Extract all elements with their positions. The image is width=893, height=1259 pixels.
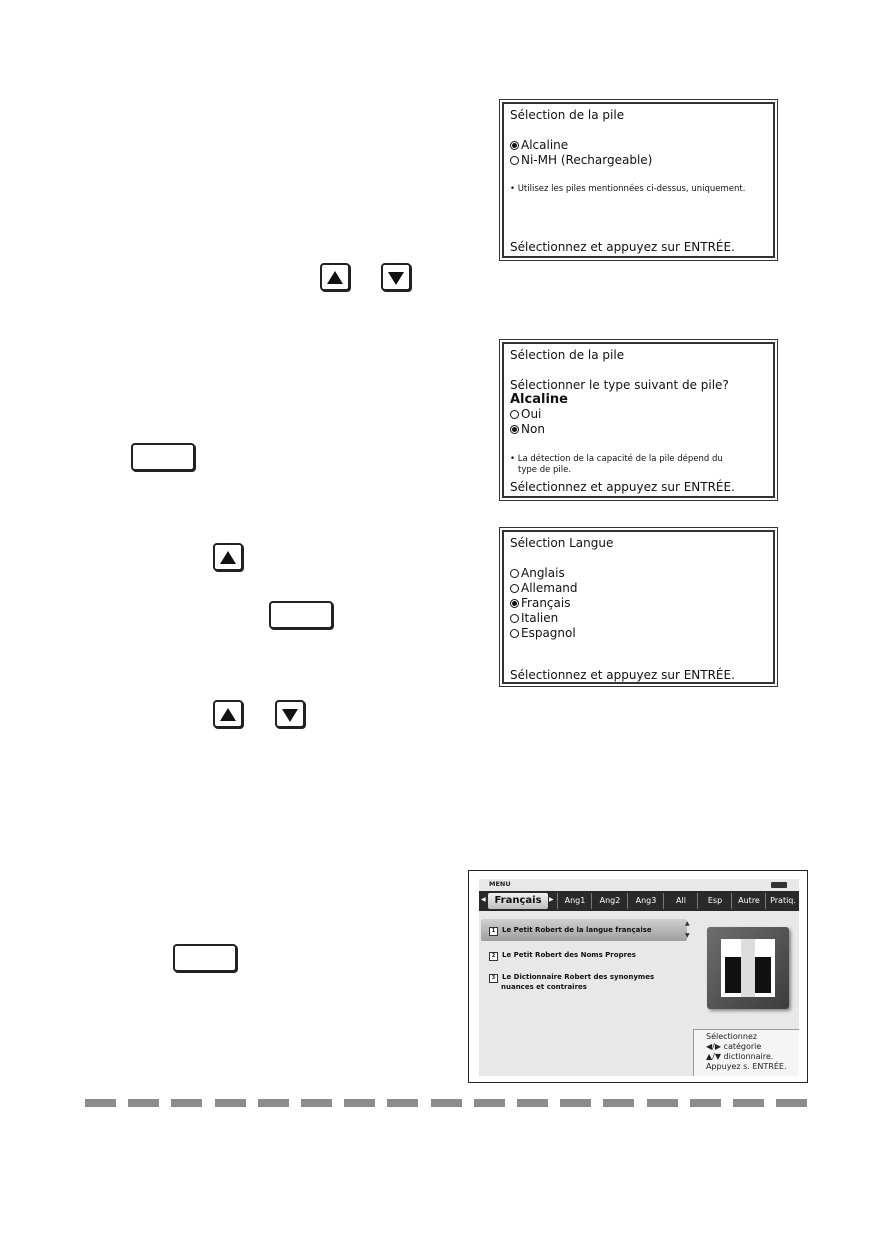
help-line: ▲/▼ dictionnaire.	[706, 1052, 774, 1061]
tab-ang2[interactable]: Ang2	[591, 893, 628, 909]
screen-title: Sélection Langue	[510, 536, 614, 550]
help-box	[693, 1029, 799, 1076]
dash-segment	[171, 1099, 202, 1107]
tab-pratiq[interactable]: Pratiq.	[765, 893, 799, 909]
dictionary-item-3[interactable]: 3 Le Dictionnaire Robert des synonymes	[489, 973, 654, 983]
dictionary-item-3-line2: nuances et contraires	[501, 983, 587, 991]
enter-key-icon	[173, 944, 237, 972]
screen-title: Sélection de la pile	[510, 108, 625, 122]
screen-note: • Utilisez les piles mentionnées ci-dessus, uniquement.	[510, 184, 746, 194]
help-line: Appuyez s. ENTRÉE.	[706, 1062, 787, 1071]
dash-segment	[647, 1099, 678, 1107]
option-francais[interactable]: Français	[510, 596, 570, 610]
tab-autre[interactable]: Autre	[731, 893, 766, 909]
up-arrow-key-icon	[213, 543, 243, 571]
dash-segment	[215, 1099, 246, 1107]
dictionary-item-2[interactable]: 2 Le Petit Robert des Noms Propres	[489, 951, 636, 961]
radio-selected-icon	[510, 425, 519, 434]
battery-confirm-screen	[502, 342, 775, 498]
radio-unselected-icon	[510, 569, 519, 578]
tab-right-arrow-icon[interactable]: ▶	[549, 896, 554, 903]
battery-type: Alcaline	[510, 392, 568, 407]
tab-ang3[interactable]: Ang3	[627, 893, 664, 909]
dash-segment	[776, 1099, 807, 1107]
option-espagnol[interactable]: Espagnol	[510, 626, 576, 640]
battery-icon	[771, 882, 787, 888]
dash-segment	[128, 1099, 159, 1107]
battery-selection-screen	[502, 102, 775, 258]
radio-unselected-icon	[510, 584, 519, 593]
screen-footer: Sélectionnez et appuyez sur ENTRÉE.	[510, 240, 735, 254]
dash-segment	[301, 1099, 332, 1107]
dash-segment	[85, 1099, 116, 1107]
dash-segment	[733, 1099, 764, 1107]
tab-esp[interactable]: Esp	[697, 893, 732, 909]
radio-selected-icon	[510, 141, 519, 150]
dash-segment	[387, 1099, 418, 1107]
screen-title: Sélection de la pile	[510, 348, 625, 362]
option-alcaline[interactable]: Alcaline	[510, 138, 568, 152]
enter-key-icon	[269, 601, 333, 629]
menu-label: MENU	[489, 880, 511, 888]
screen-note-1: • La détection de la capacité de la pile dépend du	[510, 454, 723, 464]
screen-footer: Sélectionnez et appuyez sur ENTRÉE.	[510, 668, 735, 682]
radio-unselected-icon	[510, 614, 519, 623]
radio-unselected-icon	[510, 629, 519, 638]
language-selection-screen	[502, 530, 775, 684]
dash-segment	[560, 1099, 591, 1107]
scroll-down-icon[interactable]: ▼	[685, 932, 690, 939]
dictionary-menu-screen	[468, 870, 808, 1083]
enter-key-icon	[131, 443, 195, 471]
help-line: Sélectionnez	[706, 1032, 758, 1041]
menu-display	[479, 879, 799, 1076]
up-arrow-key-icon	[213, 700, 243, 728]
dash-segment	[517, 1099, 548, 1107]
up-arrow-key-icon	[320, 263, 350, 291]
dash-segment	[344, 1099, 375, 1107]
down-arrow-key-icon	[381, 263, 411, 291]
dash-segment	[474, 1099, 505, 1107]
dash-segment	[603, 1099, 634, 1107]
menu-header	[479, 879, 799, 891]
dash-segment	[258, 1099, 289, 1107]
screen-footer: Sélectionnez et appuyez sur ENTRÉE.	[510, 480, 735, 494]
screen-note-2: type de pile.	[518, 465, 572, 475]
radio-unselected-icon	[510, 410, 519, 419]
option-non[interactable]: Non	[510, 422, 545, 436]
option-allemand[interactable]: Allemand	[510, 581, 578, 595]
dictionary-item-1[interactable]: 1 Le Petit Robert de la langue française	[489, 926, 652, 936]
dictionary-cover-icon	[707, 927, 789, 1009]
dash-segment	[690, 1099, 721, 1107]
tab-francais[interactable]: Français	[488, 893, 548, 909]
help-line: ◀/▶ catégorie	[706, 1042, 762, 1051]
tab-left-arrow-icon[interactable]: ◀	[481, 896, 486, 903]
dash-segment	[431, 1099, 462, 1107]
radio-unselected-icon	[510, 156, 519, 165]
scroll-up-icon[interactable]: ▲	[685, 920, 690, 927]
category-tabs	[479, 891, 799, 911]
tab-ang1[interactable]: Ang1	[557, 893, 592, 909]
down-arrow-key-icon	[275, 700, 305, 728]
option-italien[interactable]: Italien	[510, 611, 558, 625]
tab-all[interactable]: All	[663, 893, 698, 909]
option-anglais[interactable]: Anglais	[510, 566, 565, 580]
screen-question: Sélectionner le type suivant de pile?	[510, 378, 729, 392]
radio-selected-icon	[510, 599, 519, 608]
option-nimh[interactable]: Ni-MH (Rechargeable)	[510, 153, 652, 167]
option-oui[interactable]: Oui	[510, 407, 541, 421]
